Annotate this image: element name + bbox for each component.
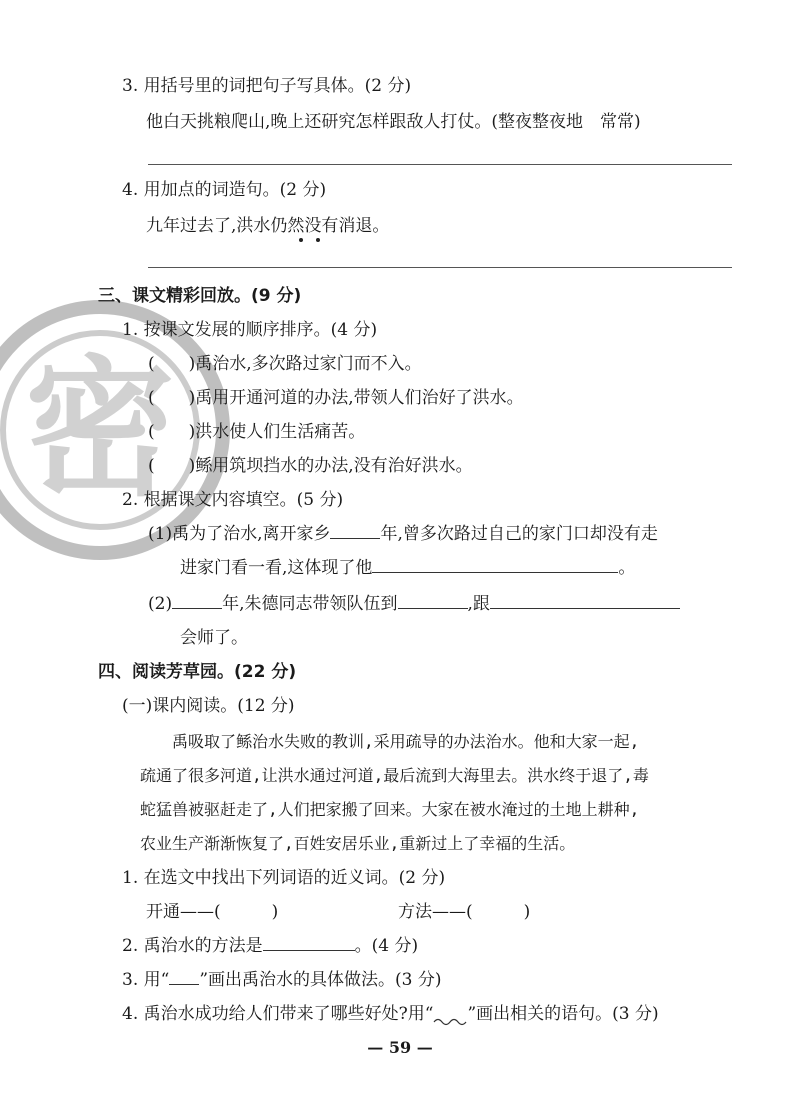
fill-blank-2-line-1: (2) 年,朱德同志带领队伍到 ,跟 bbox=[148, 592, 680, 616]
order-item[interactable]: ( )禹用开通河道的办法,带领人们治好了洪水。 bbox=[148, 388, 524, 408]
question-4-sentence: 九年过去了,洪水仍然没有消退。 bbox=[146, 216, 390, 236]
answer-line-q3[interactable] bbox=[148, 164, 732, 165]
emphasis-dot bbox=[299, 238, 303, 242]
blank-field[interactable] bbox=[398, 592, 468, 609]
synonym-item-a[interactable]: 开通——( ) bbox=[146, 902, 279, 922]
fill-blank-2-line-2: 会师了。 bbox=[180, 628, 248, 648]
order-item[interactable]: ( )洪水使人们生活痛苦。 bbox=[148, 422, 366, 442]
section-3-q2-title: 2. 根据课文内容填空。(5 分) bbox=[122, 490, 344, 510]
section-4-q1-title: 1. 在选文中找出下列词语的近义词。(2 分) bbox=[122, 868, 446, 888]
fill-blank-1-line-2: 进家门看一看,这体现了他 。 bbox=[180, 558, 636, 578]
section-4-heading: 四、阅读芳草园。(22 分) bbox=[98, 662, 297, 682]
section-4-q3: 3. 用“ ”画出禹治水的具体做法。(3 分) bbox=[122, 970, 442, 990]
blank-field[interactable] bbox=[330, 522, 380, 539]
section-4-q2: 2. 禹治水的方法是 。(4 分) bbox=[122, 936, 419, 956]
order-item[interactable]: ( )鲧用筑坝挡水的办法,没有治好洪水。 bbox=[148, 456, 473, 476]
section-3-heading: 三、课文精彩回放。(9 分) bbox=[98, 286, 302, 306]
question-4-title: 4. 用加点的词造句。(2 分) bbox=[122, 180, 327, 200]
section-3-q1-title: 1. 按课文发展的顺序排序。(4 分) bbox=[122, 320, 378, 340]
question-3-title: 3. 用括号里的词把句子写具体。(2 分) bbox=[122, 76, 412, 96]
blank-field[interactable] bbox=[490, 592, 680, 609]
synonym-item-b[interactable]: 方法——( ) bbox=[398, 902, 531, 922]
question-3-sentence: 他白天挑粮爬山,晚上还研究怎样跟敌人打仗。(整夜整夜地 常常) bbox=[146, 112, 641, 132]
passage-line: 禹吸取了鲧治水失败的教训,采用疏导的办法治水。他和大家一起, bbox=[172, 732, 640, 751]
answer-line-q4[interactable] bbox=[148, 267, 732, 268]
passage-line: 蛇猛兽被驱赶走了,人们把家搬了回来。大家在被水淹过的土地上耕种, bbox=[140, 800, 640, 819]
stamp-character: 密 bbox=[24, 343, 175, 517]
straight-underline-sample bbox=[169, 968, 199, 985]
order-item[interactable]: ( )禹治水,多次路过家门而不入。 bbox=[148, 354, 422, 374]
section-4-subheading: (一)课内阅读。(12 分) bbox=[122, 696, 295, 716]
blank-field[interactable] bbox=[172, 592, 222, 609]
blank-field[interactable] bbox=[372, 556, 618, 573]
passage-line: 疏通了很多河道,让洪水通过河道,最后流到大海里去。洪水终于退了,毒 bbox=[140, 766, 649, 785]
page-number: — 59 — bbox=[367, 1038, 433, 1057]
emphasis-dot bbox=[316, 238, 320, 242]
fill-blank-1-line-1: (1)禹为了治水,离开家乡 年,曾多次路过自己的家门口却没有走 bbox=[148, 524, 658, 544]
wavy-underline-icon bbox=[433, 1012, 467, 1026]
section-4-q4: 4. 禹治水成功给人们带来了哪些好处?用“ ”画出相关的语句。(3 分) bbox=[122, 1004, 659, 1024]
passage-line: 农业生产渐渐恢复了,百姓安居乐业,重新过上了幸福的生活。 bbox=[140, 834, 576, 853]
blank-field[interactable] bbox=[263, 934, 355, 951]
